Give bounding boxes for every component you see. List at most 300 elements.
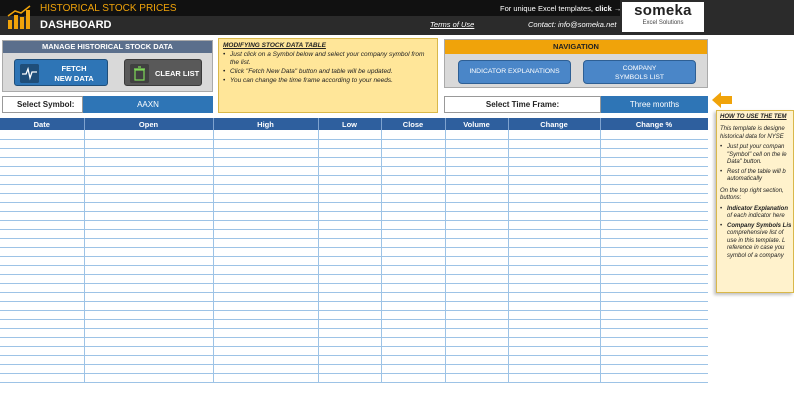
table-cell[interactable] [508,283,600,292]
how-to-item [720,206,791,221]
table-cell[interactable] [600,346,708,355]
table-cell[interactable] [600,139,708,148]
company-symbols-list-button[interactable] [583,60,696,84]
table-cell[interactable] [508,220,600,229]
table-row [0,328,708,337]
table-cell[interactable] [600,220,708,229]
table-cell[interactable] [213,301,318,310]
table-cell[interactable] [213,157,318,166]
table-cell[interactable] [0,247,84,256]
table-cell[interactable] [381,283,445,292]
table-cell[interactable] [84,256,213,265]
table-cell[interactable] [0,175,84,184]
table-cell[interactable] [318,211,381,220]
table-cell[interactable] [318,130,381,139]
table-cell[interactable] [213,139,318,148]
table-cell[interactable] [0,256,84,265]
table-cell[interactable] [213,193,318,202]
table-cell[interactable] [213,148,318,157]
table-row [0,238,708,247]
table-cell[interactable] [318,256,381,265]
table-row [0,175,708,184]
table-cell[interactable] [508,157,600,166]
table-cell[interactable] [600,184,708,193]
table-cell[interactable] [381,373,445,382]
table-cell[interactable] [508,355,600,364]
table-cell[interactable] [84,229,213,238]
table-cell[interactable] [0,355,84,364]
table-cell[interactable] [508,238,600,247]
table-cell[interactable] [318,220,381,229]
table-cell[interactable] [381,157,445,166]
instructions-list [223,51,433,85]
how-to-line: "Symbol" cell on the le [727,151,787,158]
table-cell[interactable] [84,274,213,283]
table-cell[interactable] [445,166,508,175]
table-cell[interactable] [84,346,213,355]
table-cell[interactable] [84,373,213,382]
table-cell[interactable] [318,364,381,373]
table-cell[interactable] [508,328,600,337]
column-header-date[interactable]: Date [0,118,84,130]
table-cell[interactable] [84,211,213,220]
table-cell[interactable] [84,202,213,211]
how-to-line: automatically [727,176,763,182]
table-cell[interactable] [318,328,381,337]
table-cell[interactable] [600,238,708,247]
table-row [0,247,708,256]
symbol-select[interactable]: AAXN [83,96,213,113]
table-cell[interactable] [600,364,708,373]
table-cell[interactable] [318,283,381,292]
table-cell[interactable] [445,211,508,220]
table-cell[interactable] [381,328,445,337]
table-cell[interactable] [600,256,708,265]
table-cell[interactable] [213,292,318,301]
table-cell[interactable] [318,346,381,355]
table-cell[interactable] [0,346,84,355]
table-cell[interactable] [0,220,84,229]
clear-list-button[interactable] [124,59,202,86]
table-cell[interactable] [213,256,318,265]
table-cell[interactable] [0,328,84,337]
table-cell[interactable] [508,274,600,283]
table-cell[interactable] [508,211,600,220]
table-cell[interactable] [381,193,445,202]
table-cell[interactable] [508,229,600,238]
table-cell[interactable] [600,337,708,346]
table-cell[interactable] [84,355,213,364]
table-cell[interactable] [318,301,381,310]
table-cell[interactable] [600,373,708,382]
table-cell[interactable] [318,202,381,211]
table-cell[interactable] [0,211,84,220]
page-title: DASHBOARD [40,19,112,31]
table-cell[interactable] [445,193,508,202]
table-cell[interactable] [508,265,600,274]
table-cell[interactable] [600,193,708,202]
table-cell[interactable] [318,355,381,364]
table-cell[interactable] [381,202,445,211]
column-header-close[interactable]: Close [381,118,445,130]
table-cell[interactable] [508,184,600,193]
table-cell[interactable] [445,157,508,166]
table-cell[interactable] [445,301,508,310]
table-cell[interactable] [0,265,84,274]
table-row [0,319,708,328]
table-cell[interactable] [84,220,213,229]
table-cell[interactable] [213,220,318,229]
table-cell[interactable] [381,184,445,193]
table-cell[interactable] [600,292,708,301]
table-row [0,301,708,310]
table-cell[interactable] [445,319,508,328]
table-cell[interactable] [445,355,508,364]
table-cell[interactable] [600,229,708,238]
table-cell[interactable] [381,319,445,328]
table-cell[interactable] [84,193,213,202]
table-row [0,166,708,175]
manage-panel-title: MANAGE HISTORICAL STOCK DATA [3,41,212,53]
table-cell[interactable] [213,238,318,247]
table-cell[interactable] [318,265,381,274]
table-cell[interactable] [445,130,508,139]
table-cell[interactable] [0,364,84,373]
table-cell[interactable] [381,256,445,265]
table-cell[interactable] [381,364,445,373]
table-cell[interactable] [213,202,318,211]
table-cell[interactable] [600,130,708,139]
table-cell[interactable] [508,337,600,346]
how-to-mid-line: On the top right section, [720,187,784,194]
table-cell[interactable] [381,238,445,247]
instructions-title: MODIFYING STOCK DATA TABLE [223,42,326,49]
table-cell[interactable] [213,373,318,382]
table-cell[interactable] [318,184,381,193]
table-row [0,139,708,148]
app-title: HISTORICAL STOCK PRICES [40,3,177,14]
table-cell[interactable] [0,202,84,211]
table-cell[interactable] [445,247,508,256]
table-cell[interactable] [0,148,84,157]
table-cell[interactable] [600,328,708,337]
table-cell[interactable] [84,328,213,337]
table-cell[interactable] [600,301,708,310]
table-cell[interactable] [445,364,508,373]
table-cell[interactable] [508,319,600,328]
table-row [0,211,708,220]
table-cell[interactable] [213,130,318,139]
table-cell[interactable] [0,193,84,202]
table-row [0,364,708,373]
table-cell[interactable] [381,220,445,229]
contact-email[interactable]: Contact: info@someka.net [528,20,617,29]
table-cell[interactable] [445,256,508,265]
column-header-low[interactable]: Low [318,118,381,130]
promo-text [500,4,621,13]
column-header-volume[interactable]: Volume [445,118,508,130]
table-cell[interactable] [508,364,600,373]
table-cell[interactable] [213,166,318,175]
table-cell[interactable] [445,373,508,382]
table-cell[interactable] [381,310,445,319]
table-cell[interactable] [508,292,600,301]
column-header-change[interactable]: Change [508,118,600,130]
table-cell[interactable] [318,139,381,148]
table-row [0,256,708,265]
trash-icon [130,64,149,83]
table-cell[interactable] [381,265,445,274]
table-cell[interactable] [213,247,318,256]
table-cell[interactable] [213,346,318,355]
table-cell[interactable] [508,130,600,139]
table-cell[interactable] [381,229,445,238]
promo-link[interactable]: click → [595,4,622,13]
table-cell[interactable] [0,139,84,148]
table-cell[interactable] [508,148,600,157]
table-cell[interactable] [445,175,508,184]
table-cell[interactable] [318,148,381,157]
table-row [0,202,708,211]
table-cell[interactable] [508,193,600,202]
table-cell[interactable] [84,283,213,292]
table-cell[interactable] [600,265,708,274]
table-cell[interactable] [0,292,84,301]
table-cell[interactable] [318,247,381,256]
table-cell[interactable] [445,265,508,274]
arrow-left-icon [712,92,732,108]
table-cell[interactable] [84,319,213,328]
table-cell[interactable] [213,184,318,193]
table-cell[interactable] [213,355,318,364]
table-cell[interactable] [84,166,213,175]
table-cell[interactable] [600,355,708,364]
table-cell[interactable] [445,148,508,157]
table-cell[interactable] [508,175,600,184]
table-cell[interactable] [318,229,381,238]
table-cell[interactable] [445,220,508,229]
table-cell[interactable] [318,274,381,283]
symbols-button-line-2: SYMBOLS LIST [614,74,665,81]
navigation-panel [444,39,708,88]
table-row [0,355,708,364]
table-cell[interactable] [508,256,600,265]
table-cell[interactable] [84,238,213,247]
table-cell[interactable] [84,364,213,373]
terms-of-use-link[interactable]: Terms of Use [430,20,475,29]
table-row [0,292,708,301]
table-cell[interactable] [318,337,381,346]
table-cell[interactable] [508,301,600,310]
table-cell[interactable] [381,301,445,310]
table-cell[interactable] [445,202,508,211]
table-body [0,130,708,382]
table-cell[interactable] [381,130,445,139]
table-cell[interactable] [318,319,381,328]
table-cell[interactable] [381,166,445,175]
how-to-item [720,169,791,184]
how-to-line: • Company Symbols Lis [727,222,792,229]
table-cell[interactable] [0,373,84,382]
table-cell[interactable] [84,265,213,274]
table-cell[interactable] [213,265,318,274]
table-cell[interactable] [213,211,318,220]
how-to-line: comprehensive list of [727,230,784,236]
brand-logo[interactable] [622,2,704,32]
table-cell[interactable] [508,346,600,355]
table-cell[interactable] [213,328,318,337]
table-cell[interactable] [508,166,600,175]
table-cell[interactable] [445,229,508,238]
table-cell[interactable] [600,283,708,292]
table-cell[interactable] [0,319,84,328]
table-cell[interactable] [600,319,708,328]
table-row [0,283,708,292]
promo-label: For unique Excel templates, [500,4,593,13]
instructions-box [218,38,438,113]
table-cell[interactable] [84,139,213,148]
table-cell[interactable] [213,310,318,319]
table-cell[interactable] [600,148,708,157]
brand-subtitle: Excel Solutions [642,20,684,26]
manage-data-panel [2,40,213,92]
table-cell[interactable] [508,247,600,256]
table-cell[interactable] [0,238,84,247]
table-cell[interactable] [381,211,445,220]
table-cell[interactable] [600,310,708,319]
column-header-open[interactable]: Open [84,118,213,130]
table-cell[interactable] [0,274,84,283]
table-cell[interactable] [445,283,508,292]
table-cell[interactable] [0,166,84,175]
table-row [0,157,708,166]
indicator-explanations-button[interactable]: INDICATOR EXPLANATIONS [458,60,571,84]
column-header-high[interactable]: High [213,118,318,130]
table-cell[interactable] [318,310,381,319]
table-cell[interactable] [0,283,84,292]
table-cell[interactable] [84,157,213,166]
table-cell[interactable] [318,166,381,175]
how-to-line: • Just put your compan [727,144,785,150]
table-cell[interactable] [600,166,708,175]
table-cell[interactable] [381,355,445,364]
table-cell[interactable] [318,373,381,382]
table-cell[interactable] [445,139,508,148]
table-cell[interactable] [381,139,445,148]
table-cell[interactable] [318,292,381,301]
navigation-title: NAVIGATION [445,40,707,54]
symbols-button-line-1: COMPANY [622,65,657,72]
table-cell[interactable] [445,310,508,319]
table-cell[interactable] [508,139,600,148]
fetch-new-data-button[interactable] [14,59,108,86]
table-cell[interactable] [381,274,445,283]
table-cell[interactable] [508,310,600,319]
table-cell[interactable] [213,364,318,373]
table-cell[interactable] [508,373,600,382]
table-row [0,373,708,382]
table-cell[interactable] [381,346,445,355]
how-to-line: symbol of a company [727,252,784,259]
table-row [0,337,708,346]
table-cell[interactable] [84,130,213,139]
table-cell[interactable] [213,175,318,184]
table-cell[interactable] [600,274,708,283]
timeframe-label: Select Time Frame: [444,96,601,113]
table-cell[interactable] [600,202,708,211]
table-cell[interactable] [600,247,708,256]
how-to-line: Data" button. [727,159,762,165]
table-cell[interactable] [445,346,508,355]
table-cell[interactable] [445,184,508,193]
data-table [0,118,708,383]
table-cell[interactable] [0,337,84,346]
timeframe-select[interactable]: Three months [601,96,708,113]
table-cell[interactable] [318,238,381,247]
table-cell[interactable] [213,274,318,283]
table-cell[interactable] [84,337,213,346]
table-cell[interactable] [213,319,318,328]
how-to-item [720,144,791,167]
table-cell[interactable] [318,157,381,166]
table-cell[interactable] [0,130,84,139]
table-cell[interactable] [381,148,445,157]
how-to-use-panel [716,110,794,293]
table-cell[interactable] [0,157,84,166]
table-cell[interactable] [0,310,84,319]
table-row [0,220,708,229]
column-header-change-percent[interactable]: Change % [600,118,708,130]
how-to-list-1 [720,144,791,184]
table-cell[interactable] [84,175,213,184]
table-cell[interactable] [445,337,508,346]
table-cell[interactable] [600,211,708,220]
bar-chart-logo-icon [6,4,34,30]
table-cell[interactable] [381,247,445,256]
table-row [0,148,708,157]
table-cell[interactable] [0,229,84,238]
table-cell[interactable] [84,301,213,310]
how-to-intro-line: This template is designe [720,126,785,132]
how-to-intro-line: historical data for NYSE [720,133,784,140]
table-cell[interactable] [445,292,508,301]
fetch-button-label [43,64,105,84]
table-cell[interactable] [84,184,213,193]
table-cell[interactable] [600,175,708,184]
table-cell[interactable] [0,301,84,310]
table-row [0,229,708,238]
table-cell[interactable] [84,292,213,301]
table-cell[interactable] [0,184,84,193]
table-cell[interactable] [84,310,213,319]
table-cell[interactable] [213,229,318,238]
table-cell[interactable] [318,175,381,184]
table-row [0,130,708,139]
table-cell[interactable] [84,148,213,157]
table-cell[interactable] [445,238,508,247]
table-cell[interactable] [213,337,318,346]
table-cell[interactable] [381,292,445,301]
table-cell[interactable] [84,247,213,256]
table-cell[interactable] [381,175,445,184]
table-cell[interactable] [600,157,708,166]
table-cell[interactable] [445,274,508,283]
table-cell[interactable] [318,193,381,202]
table-cell[interactable] [213,283,318,292]
table-cell[interactable] [508,202,600,211]
table-cell[interactable] [381,337,445,346]
table-cell[interactable] [445,328,508,337]
